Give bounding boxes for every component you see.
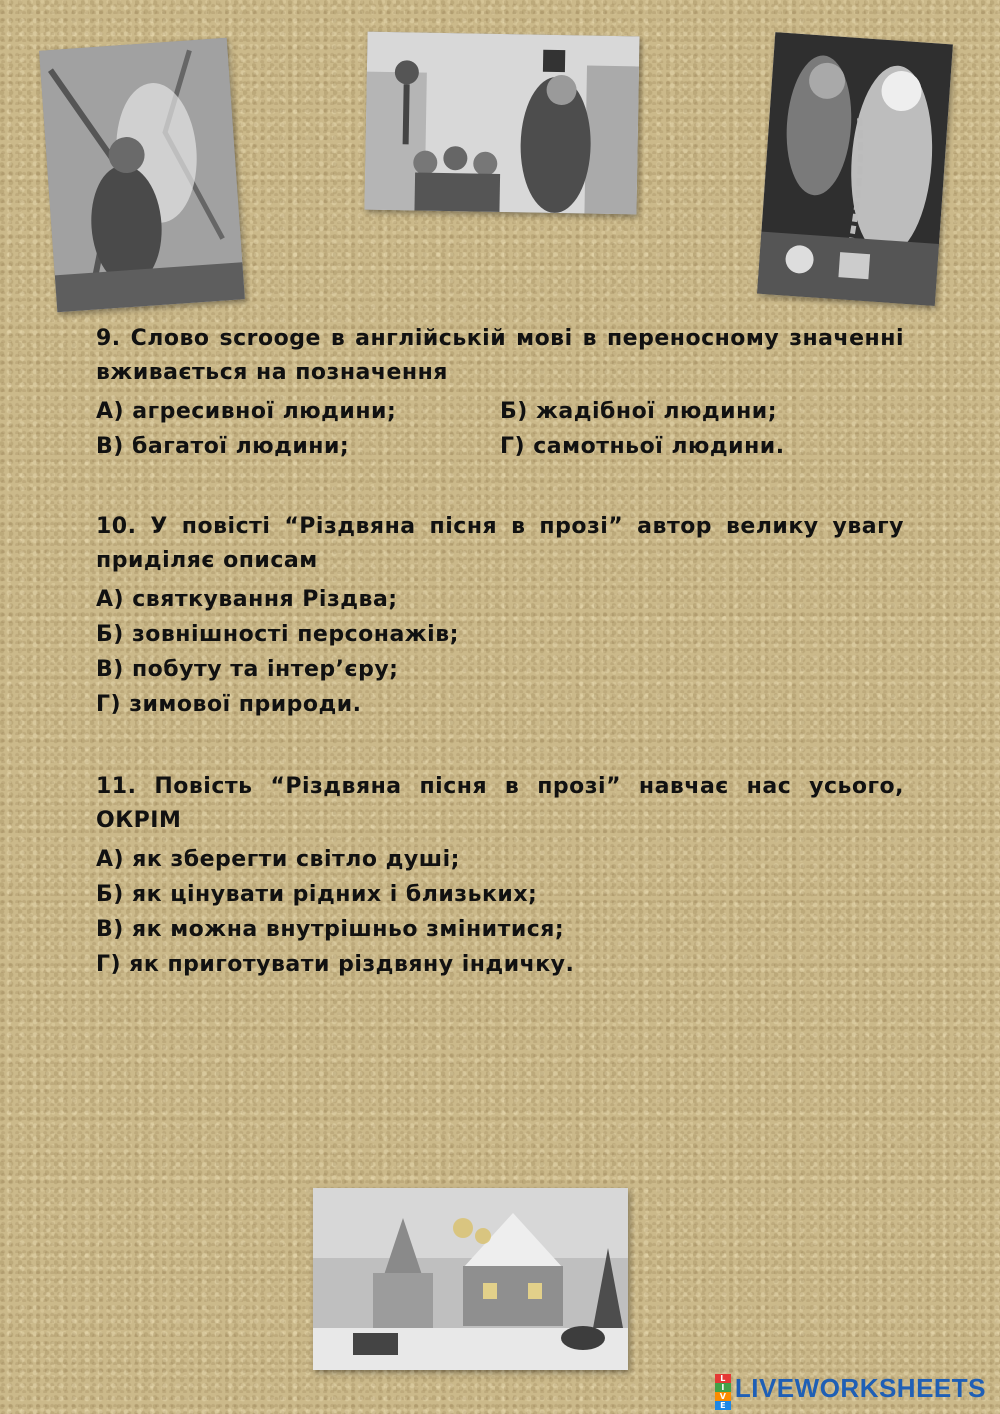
question-9-text: Слово scrooge в англійській мові в переносному значенні вживається на позначення (96, 326, 904, 385)
question-11-number: 11. (96, 774, 137, 799)
question-10-option-d: Г) зимової природи. (96, 692, 362, 717)
question-11 (96, 770, 904, 982)
liveworksheets-logo-icon (715, 1373, 731, 1410)
logo-letter-i: I (715, 1383, 731, 1392)
illustration-ghost-marley (39, 38, 245, 312)
illustration-ghost-chains (757, 32, 953, 306)
question-10-option-c: В) побуту та інтер’єру; (96, 657, 399, 682)
question-10-option-b: Б) зовнішності персонажів; (96, 622, 459, 647)
question-9-option-c: В) багатої людини; (96, 434, 350, 459)
question-11-text: Повість “Різдвяна пісня в прозі” навчає нас усього, ОКРІМ (96, 774, 904, 833)
question-9-option-d: Г) самотньої людини. (500, 434, 785, 459)
liveworksheets-text: LIVEWORKSHEETS (734, 1373, 986, 1403)
question-9-number: 9. (96, 326, 121, 351)
liveworksheets-branding[interactable] (715, 1373, 986, 1410)
question-11-option-a: А) як зберегти світло душі; (96, 847, 460, 872)
question-10-option-a: А) святкування Різдва; (96, 587, 398, 612)
illustration-scrooge-carolers (364, 32, 639, 215)
question-10-number: 10. (96, 514, 137, 539)
question-11-option-c: В) як можна внутрішньо змінитися; (96, 917, 565, 942)
question-10-stem (96, 510, 904, 578)
question-10 (96, 510, 904, 722)
question-9-option-a: А) агресивної людини; (96, 399, 397, 424)
question-11-stem (96, 770, 904, 838)
logo-letter-l: L (715, 1374, 731, 1383)
question-10-text: У повісті “Різдвяна пісня в прозі” автор велику увагу приділяє описам (96, 514, 904, 573)
question-11-option-b: Б) як цінувати рідних і близьких; (96, 882, 538, 907)
question-9-stem (96, 322, 904, 390)
logo-letter-v: V (715, 1392, 731, 1401)
illustration-winter-village (313, 1188, 628, 1370)
question-11-option-d: Г) як приготувати різдвяну індичку. (96, 952, 575, 977)
logo-letter-e: E (715, 1401, 731, 1410)
question-9-option-b: Б) жадібної людини; (500, 399, 778, 424)
question-9 (96, 322, 904, 464)
